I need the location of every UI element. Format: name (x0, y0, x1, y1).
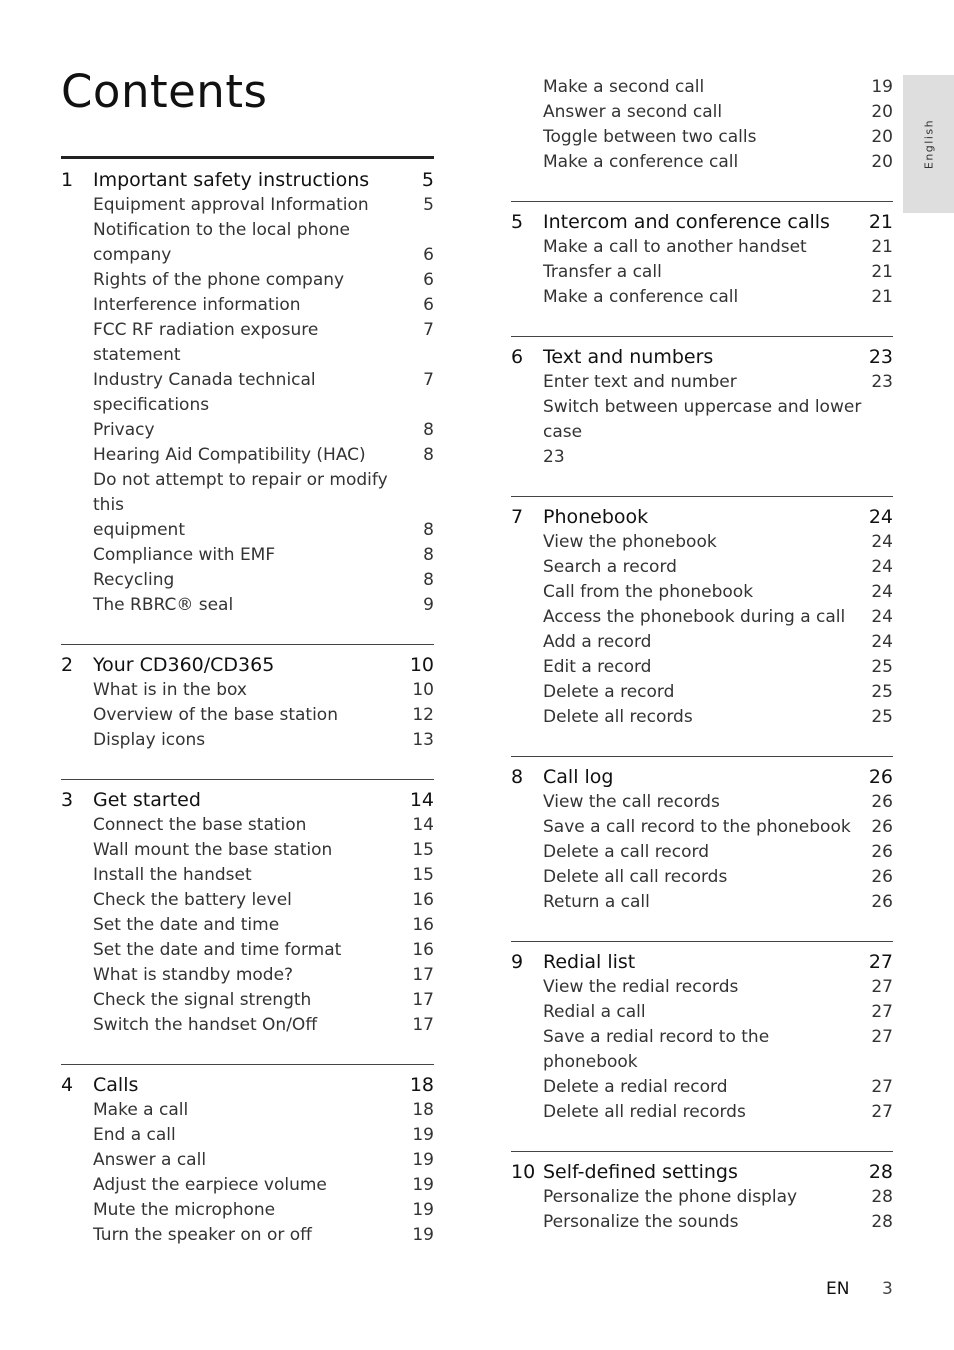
toc-entry[interactable] (511, 815, 893, 840)
toc-section (511, 336, 893, 470)
entry-page-number: 28 (871, 1187, 893, 1207)
chapter-number: 2 (61, 654, 74, 676)
entry-title: Transfer a call (543, 262, 662, 282)
chapter-title: Self-defined settings (543, 1161, 738, 1183)
entry-page-number: 27 (871, 1077, 893, 1097)
toc-chapter-heading[interactable] (511, 210, 893, 235)
entry-title: Answer a call (93, 1150, 207, 1170)
entry-title: Equipment approval Information (93, 195, 369, 215)
section-gap (511, 1125, 893, 1151)
entry-page-number: 21 (871, 287, 893, 307)
entry-page-number: 20 (871, 152, 893, 172)
footer-page-number: 3 (882, 1279, 893, 1299)
toc-entry[interactable] (511, 1185, 893, 1210)
entry-title: Toggle between two calls (543, 127, 757, 147)
toc-entry[interactable] (61, 318, 434, 368)
entry-title: Edit a record (543, 657, 652, 677)
toc-entry[interactable] (61, 703, 434, 728)
toc-entry[interactable] (61, 938, 434, 963)
toc-entry[interactable] (61, 543, 434, 568)
entry-title: Answer a second call (543, 102, 723, 122)
toc-entry[interactable] (511, 705, 893, 730)
chapter-title: Text and numbers (543, 346, 714, 368)
toc-entry[interactable] (61, 838, 434, 863)
entry-title: View the phonebook (543, 532, 717, 552)
toc-entry[interactable] (511, 1100, 893, 1125)
entry-title: Save a call record to the phonebook (543, 817, 851, 837)
chapter-number: 4 (61, 1074, 74, 1096)
entry-page-number: 19 (871, 77, 893, 97)
toc-entry[interactable] (61, 293, 434, 318)
chapter-page-number: 10 (409, 654, 434, 676)
toc-left-column (61, 156, 434, 1248)
entry-title: Do not attempt to repair or modify this (93, 470, 388, 515)
entry-title: Industry Canada technical specifications (93, 370, 316, 415)
entry-title: Enter text and number (543, 372, 737, 392)
toc-entry[interactable] (61, 443, 434, 468)
language-tab (903, 75, 954, 213)
toc-entry[interactable] (61, 418, 434, 443)
chapter-title: Your CD360/CD365 (93, 654, 275, 676)
toc-entry[interactable] (511, 975, 893, 1000)
entry-title: Call from the phonebook (543, 582, 754, 602)
entry-page-number: 7 (423, 320, 434, 340)
toc-chapter-heading[interactable] (511, 950, 893, 975)
toc-chapter-heading[interactable] (511, 765, 893, 790)
entry-page-number: 17 (412, 990, 434, 1010)
entry-title: FCC RF radiation exposure statement (93, 320, 319, 365)
toc-section (511, 201, 893, 310)
toc-entry[interactable] (61, 728, 434, 753)
toc-chapter-heading[interactable] (61, 168, 434, 193)
chapter-page-number: 5 (421, 169, 434, 191)
chapter-title: Redial list (543, 951, 636, 973)
chapter-title: Call log (543, 766, 614, 788)
toc-entry[interactable] (511, 890, 893, 915)
entry-page-number: 16 (412, 940, 434, 960)
footer-language-code: EN (826, 1279, 850, 1299)
toc-chapter-heading[interactable] (61, 1073, 434, 1098)
entry-page-number: 15 (412, 840, 434, 860)
entry-title: Wall mount the base station (93, 840, 333, 860)
entry-page-number: 20 (871, 127, 893, 147)
entry-title: Display icons (93, 730, 206, 750)
entry-title: Recycling (93, 570, 175, 590)
entry-title: Interference information (93, 295, 301, 315)
chapter-number: 6 (511, 346, 524, 368)
entry-title: Make a second call (543, 77, 705, 97)
entry-page-number: 19 (412, 1150, 434, 1170)
entry-page-number: 13 (412, 730, 434, 750)
section-gap (511, 915, 893, 941)
entry-title: Redial a call (543, 1002, 646, 1022)
toc-section (511, 1151, 893, 1235)
toc-chapter-heading[interactable] (61, 653, 434, 678)
toc-section (61, 1064, 434, 1248)
entry-title: End a call (93, 1125, 176, 1145)
entry-title: Access the phonebook during a call (543, 607, 846, 627)
chapter-page-number: 18 (409, 1074, 434, 1096)
entry-page-number: 17 (412, 965, 434, 985)
toc-entry[interactable] (61, 218, 434, 243)
entry-title: Switch between uppercase and lower case (543, 397, 862, 442)
entry-page-number: 18 (412, 1100, 434, 1120)
entry-title: Make a call to another handset (543, 237, 807, 257)
toc-entry[interactable] (511, 1075, 893, 1100)
toc-entry[interactable] (511, 840, 893, 865)
entry-page-number: 23 (871, 372, 893, 392)
entry-title: equipment (93, 520, 185, 540)
chapter-page-number: 21 (868, 211, 893, 233)
entry-page-number: 9 (423, 595, 434, 615)
toc-entry[interactable] (61, 193, 434, 218)
entry-page-number: 8 (423, 445, 434, 465)
entry-page-number: 27 (871, 1027, 893, 1047)
toc-entry[interactable] (511, 100, 893, 125)
chapter-number: 10 (511, 1161, 536, 1183)
toc-entry[interactable] (511, 680, 893, 705)
entry-title: Overview of the base station (93, 705, 338, 725)
entry-page-number: 21 (871, 237, 893, 257)
entry-page-number: 21 (871, 262, 893, 282)
entry-title: Add a record (543, 632, 652, 652)
entry-page-number: 12 (412, 705, 434, 725)
entry-page-number: 6 (423, 270, 434, 290)
toc-entry[interactable] (61, 593, 434, 618)
entry-title: Delete all redial records (543, 1102, 746, 1122)
entry-page-number: 26 (871, 817, 893, 837)
toc-entry[interactable] (511, 395, 893, 445)
entry-page-number: 8 (423, 545, 434, 565)
chapter-page-number: 23 (868, 346, 893, 368)
entry-title: 23 (543, 447, 565, 467)
toc-chapter-heading[interactable] (61, 788, 434, 813)
toc-entry[interactable] (61, 268, 434, 293)
toc-right-column (511, 75, 893, 1235)
entry-title: Turn the speaker on or off (93, 1225, 312, 1245)
entry-title: Delete all records (543, 707, 693, 727)
toc-section (61, 644, 434, 753)
section-gap (511, 730, 893, 756)
chapter-title: Calls (93, 1074, 139, 1096)
toc-entry[interactable] (511, 605, 893, 630)
section-gap (511, 175, 893, 201)
chapter-number: 7 (511, 506, 524, 528)
section-gap (61, 1038, 434, 1064)
entry-title: Install the handset (93, 865, 252, 885)
entry-page-number: 7 (423, 370, 434, 390)
chapter-page-number: 26 (868, 766, 893, 788)
entry-title: company (93, 245, 172, 265)
toc-entry[interactable] (61, 468, 434, 518)
toc-section (511, 941, 893, 1125)
page-title: Contents (61, 65, 268, 118)
toc-entry[interactable] (511, 1210, 893, 1235)
chapter-page-number: 24 (868, 506, 893, 528)
entry-page-number: 24 (871, 532, 893, 552)
entry-page-number: 8 (423, 520, 434, 540)
entry-title: Connect the base station (93, 815, 307, 835)
entry-page-number: 6 (423, 295, 434, 315)
toc-entry[interactable] (61, 1098, 434, 1123)
chapter-number: 1 (61, 169, 74, 191)
entry-title: Personalize the phone display (543, 1187, 798, 1207)
toc-entry[interactable] (511, 1000, 893, 1025)
chapter-page-number: 14 (409, 789, 434, 811)
entry-title: Delete a call record (543, 842, 709, 862)
language-tab-label: English (922, 118, 935, 170)
chapter-number: 3 (61, 789, 74, 811)
chapter-title: Get started (93, 789, 201, 811)
toc-entry[interactable] (511, 655, 893, 680)
entry-page-number: 25 (871, 657, 893, 677)
toc-entry[interactable] (61, 678, 434, 703)
entry-page-number: 26 (871, 867, 893, 887)
chapter-number: 9 (511, 951, 524, 973)
section-gap (511, 470, 893, 496)
toc-entry[interactable] (61, 813, 434, 838)
entry-title: Delete a record (543, 682, 675, 702)
toc-section (511, 496, 893, 730)
toc-entry[interactable] (61, 1198, 434, 1223)
toc-entry[interactable] (511, 580, 893, 605)
entry-title: Switch the handset On/Off (93, 1015, 318, 1035)
toc-entry[interactable] (61, 568, 434, 593)
entry-page-number: 24 (871, 582, 893, 602)
chapter-page-number: 27 (868, 951, 893, 973)
toc-entry[interactable] (511, 445, 893, 470)
entry-page-number: 19 (412, 1200, 434, 1220)
entry-page-number: 19 (412, 1125, 434, 1145)
toc-entry[interactable] (61, 518, 434, 543)
entry-title: Make a call (93, 1100, 189, 1120)
chapter-title: Important safety instructions (93, 169, 370, 191)
entry-page-number: 20 (871, 102, 893, 122)
entry-page-number: 8 (423, 570, 434, 590)
entry-page-number: 27 (871, 977, 893, 997)
toc-entry[interactable] (61, 243, 434, 268)
toc-section (61, 156, 434, 618)
entry-page-number: 27 (871, 1002, 893, 1022)
entry-title: Set the date and time format (93, 940, 342, 960)
toc-entry[interactable] (511, 865, 893, 890)
toc-chapter-heading[interactable] (511, 505, 893, 530)
entry-title: Delete all call records (543, 867, 728, 887)
entry-title: View the call records (543, 792, 720, 812)
entry-page-number: 28 (871, 1212, 893, 1232)
entry-page-number: 26 (871, 892, 893, 912)
entry-title: Check the battery level (93, 890, 292, 910)
chapter-number: 5 (511, 211, 524, 233)
entry-title: Notification to the local phone (93, 220, 350, 240)
toc-entry[interactable] (61, 988, 434, 1013)
entry-title: Search a record (543, 557, 677, 577)
entry-page-number: 8 (423, 420, 434, 440)
toc-entry[interactable] (511, 125, 893, 150)
toc-chapter-heading[interactable] (511, 345, 893, 370)
toc-entry[interactable] (61, 368, 434, 418)
entry-page-number: 27 (871, 1102, 893, 1122)
entry-title: Make a conference call (543, 152, 739, 172)
toc-entry[interactable] (511, 630, 893, 655)
chapter-page-number: 28 (868, 1161, 893, 1183)
entry-title: Return a call (543, 892, 650, 912)
entry-page-number: 24 (871, 557, 893, 577)
entry-title: What is in the box (93, 680, 247, 700)
entry-title: Make a conference call (543, 287, 739, 307)
toc-entry[interactable] (511, 235, 893, 260)
entry-page-number: 16 (412, 890, 434, 910)
entry-page-number: 25 (871, 707, 893, 727)
toc-entry[interactable] (61, 1013, 434, 1038)
chapter-number: 8 (511, 766, 524, 788)
toc-entry[interactable] (61, 1173, 434, 1198)
entry-title: Save a redial record to the phonebook (543, 1027, 770, 1072)
entry-page-number: 26 (871, 792, 893, 812)
entry-page-number: 19 (412, 1225, 434, 1245)
entry-title: Privacy (93, 420, 155, 440)
entry-title: View the redial records (543, 977, 739, 997)
section-gap (61, 753, 434, 779)
toc-section (61, 779, 434, 1038)
section-gap (511, 310, 893, 336)
entry-page-number: 14 (412, 815, 434, 835)
entry-page-number: 26 (871, 842, 893, 862)
entry-page-number: 15 (412, 865, 434, 885)
entry-page-number: 25 (871, 682, 893, 702)
entry-page-number: 10 (412, 680, 434, 700)
entry-title: Delete a redial record (543, 1077, 728, 1097)
entry-title: The RBRC® seal (93, 595, 234, 615)
section-gap (61, 618, 434, 644)
toc-entry[interactable] (511, 555, 893, 580)
entry-title: Rights of the phone company (93, 270, 345, 290)
entry-title: Compliance with EMF (93, 545, 276, 565)
toc-entry[interactable] (511, 1025, 893, 1075)
toc-entry[interactable] (61, 1123, 434, 1148)
chapter-title: Intercom and conference calls (543, 211, 830, 233)
entry-title: What is standby mode? (93, 965, 294, 985)
toc-entry[interactable] (61, 1223, 434, 1248)
toc-entry[interactable] (511, 790, 893, 815)
toc-section (511, 756, 893, 915)
toc-entry[interactable] (61, 963, 434, 988)
entry-title: Hearing Aid Compatibility (HAC) (93, 445, 366, 465)
toc-entry[interactable] (511, 150, 893, 175)
toc-entry[interactable] (61, 1148, 434, 1173)
entry-title: Set the date and time (93, 915, 280, 935)
entry-page-number: 24 (871, 607, 893, 627)
entry-page-number: 6 (423, 245, 434, 265)
chapter-title: Phonebook (543, 506, 649, 528)
entry-page-number: 19 (412, 1175, 434, 1195)
entry-page-number: 16 (412, 915, 434, 935)
entry-title: Check the signal strength (93, 990, 312, 1010)
toc-entry[interactable] (511, 260, 893, 285)
toc-entry[interactable] (61, 863, 434, 888)
toc-entry[interactable] (511, 370, 893, 395)
toc-entry[interactable] (511, 75, 893, 100)
toc-entry[interactable] (511, 285, 893, 310)
toc-chapter-heading[interactable] (511, 1160, 893, 1185)
entry-title: Personalize the sounds (543, 1212, 739, 1232)
toc-section (511, 75, 893, 175)
toc-entry[interactable] (511, 530, 893, 555)
entry-page-number: 17 (412, 1015, 434, 1035)
entry-title: Adjust the earpiece volume (93, 1175, 327, 1195)
entry-title: Mute the microphone (93, 1200, 276, 1220)
entry-page-number: 5 (423, 195, 434, 215)
toc-entry[interactable] (61, 913, 434, 938)
toc-entry[interactable] (61, 888, 434, 913)
entry-page-number: 24 (871, 632, 893, 652)
